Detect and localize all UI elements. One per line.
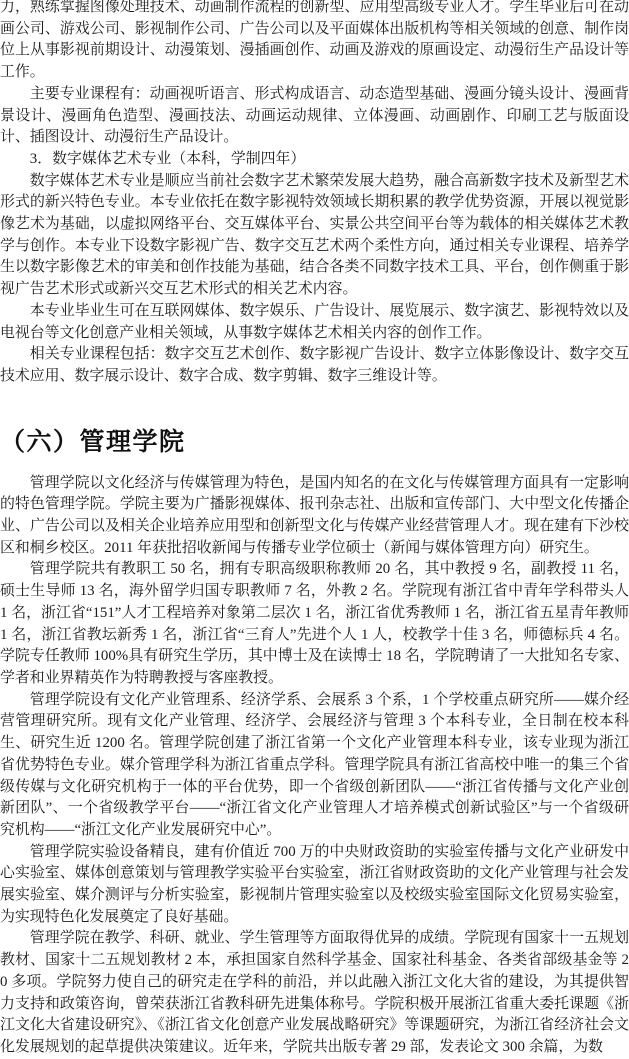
section-heading: （六）管理学院 bbox=[0, 426, 186, 456]
paragraph: 管理学院实验设备精良，建有价值近 700 万的中央财政资助的实验室传播与文化产业研发中心实验室、媒体创意策划与管理教学实验平台实验室，浙江省财政资助的文化产业管理与社会发展实验室、媒介测评与分析实验室，影视制片管理实验室以及校级实验室国际文化贸易实验室，为实现特色化发展奠定了良好基础。 bbox=[0, 843, 629, 925]
paragraph: 管理学院设有文化产业管理系、经济学系、会展系 3 个系，1 个学校重点研究所——媒介经营管理研究所。现有文化产业管理、经济学、会展经济与管理 3 个本科专业，全日制在校本科生、研究生近 1200 名。管理学院创建了浙江省第一个文化产业管理本科专业，该专业现为浙江省优势特色专业。媒介管理学科为浙江省重点学科。管理学院具有浙江省高校中唯一的集三个省级传媒与文化研究机构于一体的平台优势，即一个省级创新团队——“浙江省传播与文化产业创新团队”、一个省级教学平台——“浙江省文化产业管理人才培养模式创新试验区”与一个省级研究机构——“浙江文化产业发展研究中心”。 bbox=[0, 691, 629, 838]
paragraph: 数字媒体艺术专业是顺应当前社会数字艺术繁荣发展大趋势，融合高新数字技术及新型艺术形式的新兴特色专业。本专业依托在数字影视特效领域长期积累的教学优势资源，开展以视觉影像艺术为基础，以虚拟网络平台、交互媒体平台、实景公共空间平台等为载体的相关媒体艺术教学与创作。本专业下设数字影视广告、数字交互艺术两个柔性方向，通过相关专业课程、培养学生以数字影像艺术的审美和创作技能为基础，结合各类不同数字技术工具、平台，创作侧重于影视广告艺术形式或新兴交互艺术形式的相关艺术内容。 bbox=[0, 172, 629, 298]
paragraph: 相关专业课程包括：数字交互艺术创作、数字影视广告设计、数字立体影像设计、数字交互技术应用、数字展示设计、数字合成、数字剪辑、数字三维设计等。 bbox=[0, 346, 629, 384]
paragraph: 管理学院共有教职工 50 名，拥有专职高级职称教师 20 名，其中教授 9 名，副教授 11 名，硕士生导师 13 名，海外留学归国专职教师 7 名，外教 2 名。学院现有浙江省中青年学科带头人 1 名，浙江省“151”人才工程培养对象第二层次 1 名，浙江省优秀教师 1 名，浙江省五星青年教师 1 名，浙江省教坛新秀 1 名，浙江省“三育人”先进个人 1 人，校教学十佳 3 名，师德标兵 4 名。学院专任教师 100%具有研究生学历，其中博士及在读博士 18 名，学院聘请了一大批知名专家、学者和业界精英作为特聘教授与客座教授。 bbox=[0, 561, 629, 686]
paragraph: 管理学院以文化经济与传媒管理为特色，是国内知名的在文化与传媒管理方面具有一定影响的特色管理学院。学院主要为广播影视媒体、报刊杂志社、出版和宣传部门、大中型文化传播企业、广告公司以及相关企业培养应用型和创新型文化与传媒产业经营管理人才。现在建有下沙校区和桐乡校区。2011 年获批招收新闻与传播专业学位硕士（新闻与媒体管理方向）研究生。 bbox=[0, 474, 629, 556]
paragraph: 力，熟练掌握图像处理技术、动画制作流程的创新型、应用型高级专业人才。学生毕业后可在动画公司、游戏公司、影视制作公司、广告公司以及平面媒体出版机构等相关领域的创意、制作岗位上从事影视前期设计、动漫策划、漫插画创作、动画及游戏的原画设定、动漫衍生产品设计等工作。 bbox=[0, 0, 629, 81]
paragraph: 主要专业课程有：动画视听语言、形式构成语言、动态造型基础、漫画分镜头设计、漫画背景设计、漫画角色造型、漫画技法、动画运动规律、立体漫画、动画剧作、印刷工艺与版面设计、插图设计、动漫衍生产品设计。 bbox=[0, 85, 629, 146]
numbered-item-digital-media-art: 3．数字媒体艺术专业（本科，学制四年） bbox=[29, 150, 306, 167]
paragraph: 管理学院在教学、科研、就业、学生管理等方面取得优异的成绩。学院现有国家十一五规划教材、国家十二五规划教材 2 本，承担国家自然科学基金、国家社科基金、各类省部级基金等 20 多项。学院努力使自己的研究走在学科的前沿，并以此融入浙江文化大省的建设，为其提供智力支持和政策咨询，曾荣获浙江省教科研先进集体称号。学院积极开展浙江省重大委托课题《浙江文化大省建设研究》、《浙江省文化创意产业发展战略研究》等课题研究，为浙江省经济社会文化发展规划的起草提供决策建议。近年来，学院共出版专著 29 部，发表论文 300 余篇，为数 bbox=[0, 930, 629, 1055]
paragraph: 本专业毕业生可在互联网媒体、数字娱乐、广告设计、展览展示、数字演艺、影视特效以及电视台等文化创意产业相关领域，从事数字媒体艺术相关内容的创作工作。 bbox=[0, 302, 629, 341]
